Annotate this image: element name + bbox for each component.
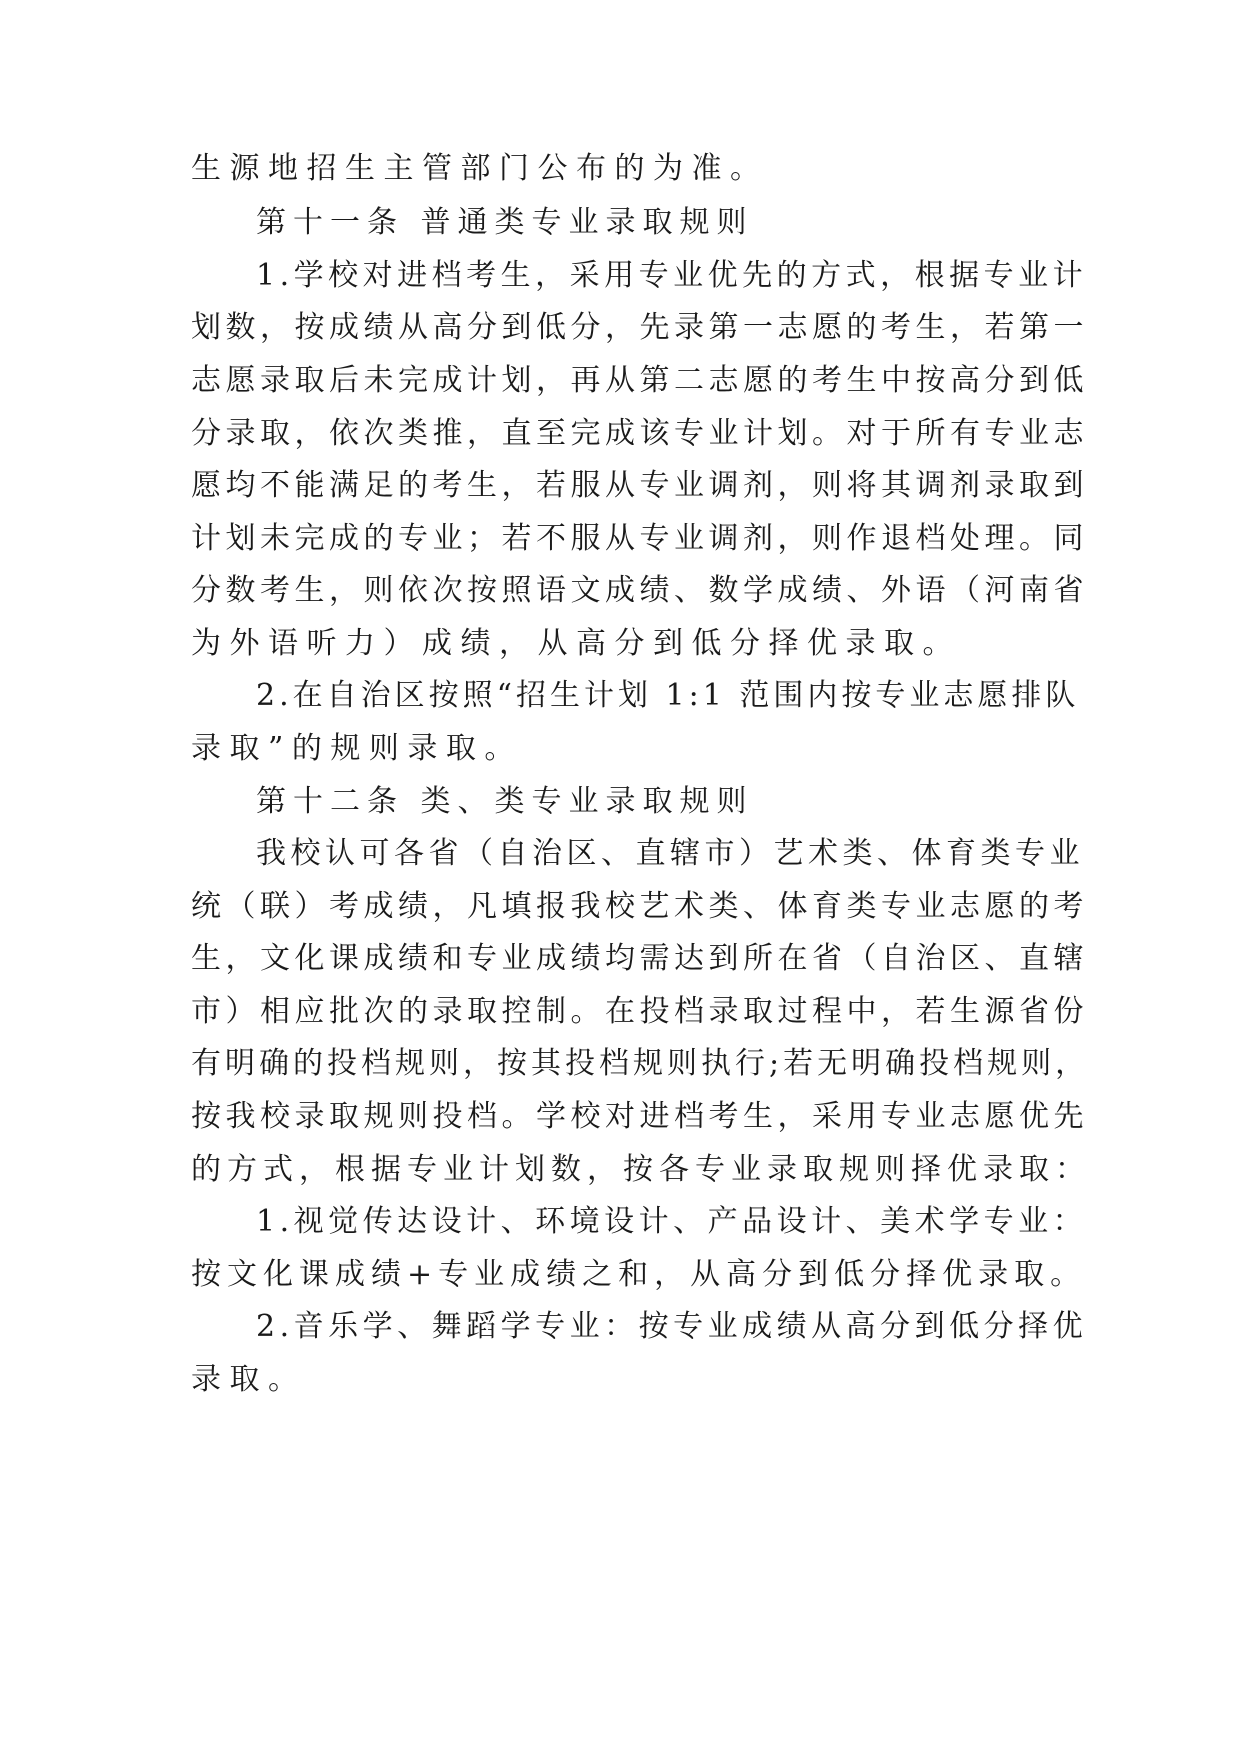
paragraph-line: 1.学校对进档考生，采用专业优先的方式，根据专业计	[256, 258, 1088, 293]
paragraph-line: 统（联）考成绩，凡填报我校艺术类、体育类专业志愿的考	[191, 889, 1088, 924]
paragraph-line: 我校认可各省（自治区、直辖市）艺术类、体育类专业	[256, 836, 1084, 871]
paragraph-line: 录取”的规则录取。	[191, 731, 523, 766]
section-heading-article-11: 第十一条 普通类专业录取规则	[256, 205, 754, 240]
paragraph-line: 分录取，依次类推，直至完成该专业计划。对于所有专业志	[191, 416, 1088, 451]
paragraph-line: 有明确的投档规则，按其投档规则执行;若无明确投档规则，	[191, 1046, 1090, 1081]
paragraph-line: 生，文化课成绩和专业成绩均需达到所在省（自治区、直辖	[191, 941, 1088, 976]
paragraph-line: 录取。	[191, 1362, 307, 1397]
paragraph-line: 按我校录取规则投档。学校对进档考生，采用专业志愿优先	[191, 1099, 1088, 1134]
paragraph-line: 按文化课成绩+专业成绩之和，从高分到低分择优录取。	[191, 1257, 1087, 1292]
paragraph-line: 分数考生，则依次按照语文成绩、数学成绩、外语（河南省	[191, 573, 1088, 608]
paragraph-line: 计划未完成的专业；若不服从专业调剂，则作退档处理。同	[191, 521, 1088, 556]
paragraph-line: 为外语听力）成绩，从高分到低分择优录取。	[191, 626, 961, 661]
paragraph-line: 志愿录取后未完成计划，再从第二志愿的考生中按高分到低	[191, 363, 1088, 398]
paragraph-line: 市）相应批次的录取控制。在投档录取过程中，若生源省份	[191, 994, 1088, 1029]
paragraph-line: 2.在自治区按照“招生计划 1:1 范围内按专业志愿排队	[256, 678, 1080, 713]
paragraph-line: 生源地招生主管部门公布的为准。	[191, 151, 769, 186]
paragraph-line: 1.视觉传达设计、环境设计、产品设计、美术学专业：	[256, 1204, 1088, 1239]
paragraph-line: 划数，按成绩从高分到低分，先录第一志愿的考生，若第一	[191, 310, 1088, 345]
paragraph-line: 愿均不能满足的考生，若服从专业调剂，则将其调剂录取到	[191, 468, 1088, 503]
paragraph-line: 2.音乐学、舞蹈学专业：按专业成绩从高分到低分择优	[256, 1309, 1088, 1344]
paragraph-line: 的方式，根据专业计划数，按各专业录取规则择优录取：	[191, 1152, 1091, 1187]
section-heading-article-12: 第十二条 类、类专业录取规则	[256, 784, 754, 819]
